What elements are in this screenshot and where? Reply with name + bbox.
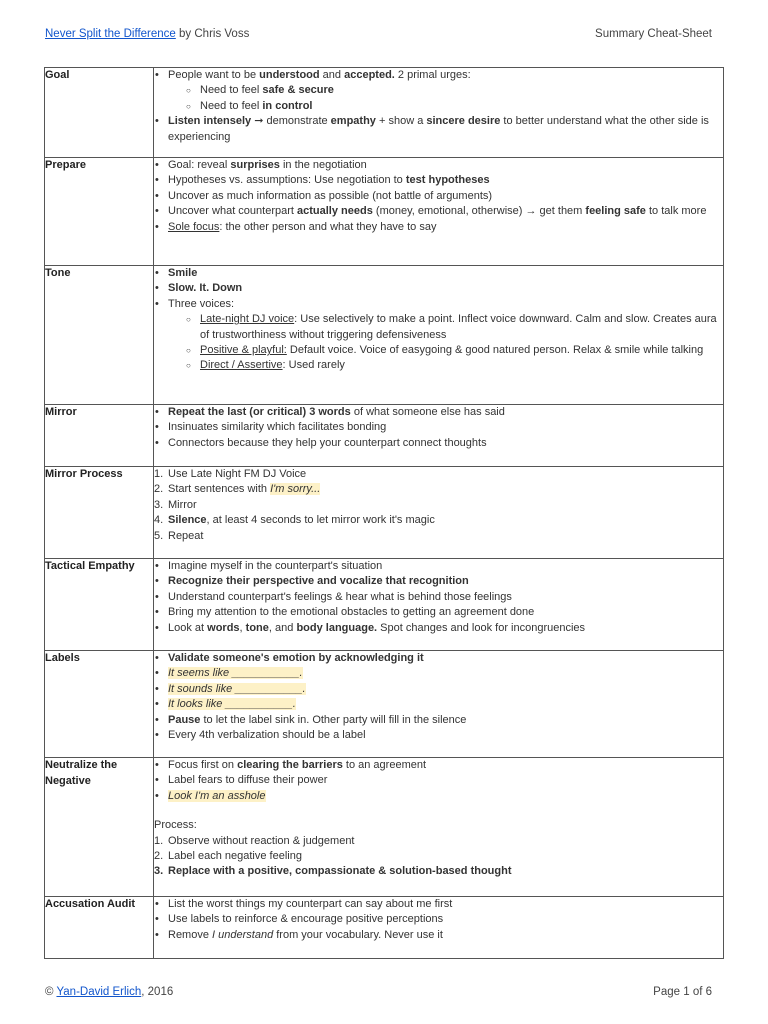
footer-copyright: © Yan-David Erlich, 2016 (45, 986, 174, 998)
list-item: • It looks like ___________. (154, 697, 723, 712)
row-tactical-empathy (45, 559, 724, 651)
page-number: Page 1 of 6 (653, 986, 712, 998)
page-footer (45, 986, 712, 1004)
list-item: • Repeat the last (or critical) 3 words of what someone else has said (154, 405, 723, 420)
row-content (154, 559, 724, 651)
row-prepare (45, 158, 724, 266)
list-item: • Focus first on clearing the barriers to an agreement (154, 758, 723, 773)
row-label: Neutralize the Negative (45, 758, 154, 897)
page-header (45, 28, 712, 46)
sub-list-item: ○ Positive & playful: Default voice. Voice of easygoing & good natured person. Relax & smile while talking (186, 343, 723, 358)
book-title-link[interactable]: Never Split the Difference (45, 28, 176, 40)
list-item: • It sounds like ___________. (154, 682, 723, 697)
list-item: • It seems like ___________. (154, 666, 723, 681)
list-item: • Uncover what counterpart actually needs (money, emotional, otherwise) → get them feeling safe to talk more (154, 204, 723, 219)
list-item: • Understand counterpart's feelings & hear what is behind those feelings (154, 590, 723, 605)
row-content (154, 68, 724, 158)
list-item: • Use labels to reinforce & encourage positive perceptions (154, 912, 723, 927)
list-item: • Every 4th verbalization should be a label (154, 728, 723, 743)
list-item: • Sole focus: the other person and what they have to say (154, 220, 723, 235)
row-label: Labels (45, 651, 154, 758)
row-accusation-audit (45, 897, 724, 959)
sub-list-item: ○ Late-night DJ voice: Use selectively to make a point. Inflect voice downward. Calm and slow. Creates aura of trustworthiness without triggering defensiveness (186, 312, 723, 343)
list-item: • Bring my attention to the emotional obstacles to getting an agreement done (154, 605, 723, 620)
header-author: by Chris Voss (175, 28, 250, 40)
row-goal (45, 68, 724, 158)
list-item: • Goal: reveal surprises in the negotiation (154, 158, 723, 173)
list-item: • Slow. It. Down (154, 281, 723, 296)
row-content (154, 651, 724, 758)
list-item: • Uncover as much information as possible (not battle of arguments) (154, 189, 723, 204)
list-item: 5. Repeat (154, 529, 204, 542)
row-label: Prepare (45, 158, 154, 266)
list-item: • List the worst things my counterpart can say about me first (154, 897, 723, 912)
row-label: Mirror Process (45, 467, 154, 559)
list-item: • Connectors because they help your counterpart connect thoughts (154, 436, 723, 451)
row-label: Goal (45, 68, 154, 158)
row-label: Accusation Audit (45, 897, 154, 959)
list-item: 3. Replace with a positive, compassionate & solution-based thought (154, 865, 512, 878)
list-item: • Listen intensely ➞ demonstrate empathy + show a sincere desire to better understand what the other side is experiencing (154, 114, 723, 145)
sub-list-item: ○ Direct / Assertive: Used rarely (186, 358, 723, 373)
row-labels (45, 651, 724, 758)
header-doc-type: Summary Cheat-Sheet (595, 28, 712, 40)
row-tone (45, 266, 724, 405)
list-item: 2. Start sentences with I'm sorry... (154, 483, 321, 496)
list-item: • Label fears to diffuse their power (154, 773, 723, 788)
list-item: 2. Label each negative feeling (154, 850, 302, 863)
header-title (45, 28, 249, 40)
list-item: • People want to be understood and accepted. 2 primal urges: ○ Need to feel safe & secure ○ Need to feel in control (154, 68, 723, 114)
list-item: • Three voices: ○ Late-night DJ voice: Use selectively to make a point. Inflect voice downward. Calm and slow. Creates aura of trustworthiness without triggering defensiveness ○ Positive & playful: Default voice. Voice of easygoing & good natured person. Relax & smile while talking ○ Direct / Assertive: Used rarely (154, 297, 723, 374)
process-heading: Process: (154, 819, 197, 832)
author-link[interactable]: Yan-David Erlich (56, 986, 142, 998)
row-label: Tone (45, 266, 154, 405)
row-content (154, 897, 724, 959)
row-label: Mirror (45, 405, 154, 467)
sub-list-item: ○ Need to feel safe & secure (186, 83, 723, 98)
list-item: • Look at words, tone, and body language. Spot changes and look for incongruencies (154, 621, 723, 636)
row-mirror-process (45, 467, 724, 559)
row-label: Tactical Empathy (45, 559, 154, 651)
row-content (154, 405, 724, 467)
list-item: • Look I'm an asshole (154, 789, 723, 804)
row-content (154, 158, 724, 266)
list-item: • Recognize their perspective and vocalize that recognition (154, 574, 723, 589)
list-item: • Remove I understand from your vocabulary. Never use it (154, 928, 723, 943)
list-item: 3. Mirror (154, 498, 197, 511)
cheat-sheet-table (44, 67, 724, 959)
list-item: • Validate someone's emotion by acknowledging it (154, 651, 723, 666)
list-item: • Smile (154, 266, 723, 281)
list-item: 1. Observe without reaction & judgement (154, 834, 355, 847)
row-neutralize-negative (45, 758, 724, 897)
list-item: • Insinuates similarity which facilitates bonding (154, 420, 723, 435)
row-content (154, 758, 724, 897)
list-item: • Hypotheses vs. assumptions: Use negotiation to test hypotheses (154, 173, 723, 188)
sub-list-item: ○ Need to feel in control (186, 99, 723, 114)
list-item: • Pause to let the label sink in. Other party will fill in the silence (154, 713, 723, 728)
list-item: 4. Silence, at least 4 seconds to let mirror work it's magic (154, 514, 435, 527)
list-item: • Imagine myself in the counterpart's situation (154, 559, 723, 574)
row-content (154, 266, 724, 405)
list-item: 1. Use Late Night FM DJ Voice (154, 468, 307, 480)
row-content (154, 467, 724, 559)
row-mirror (45, 405, 724, 467)
